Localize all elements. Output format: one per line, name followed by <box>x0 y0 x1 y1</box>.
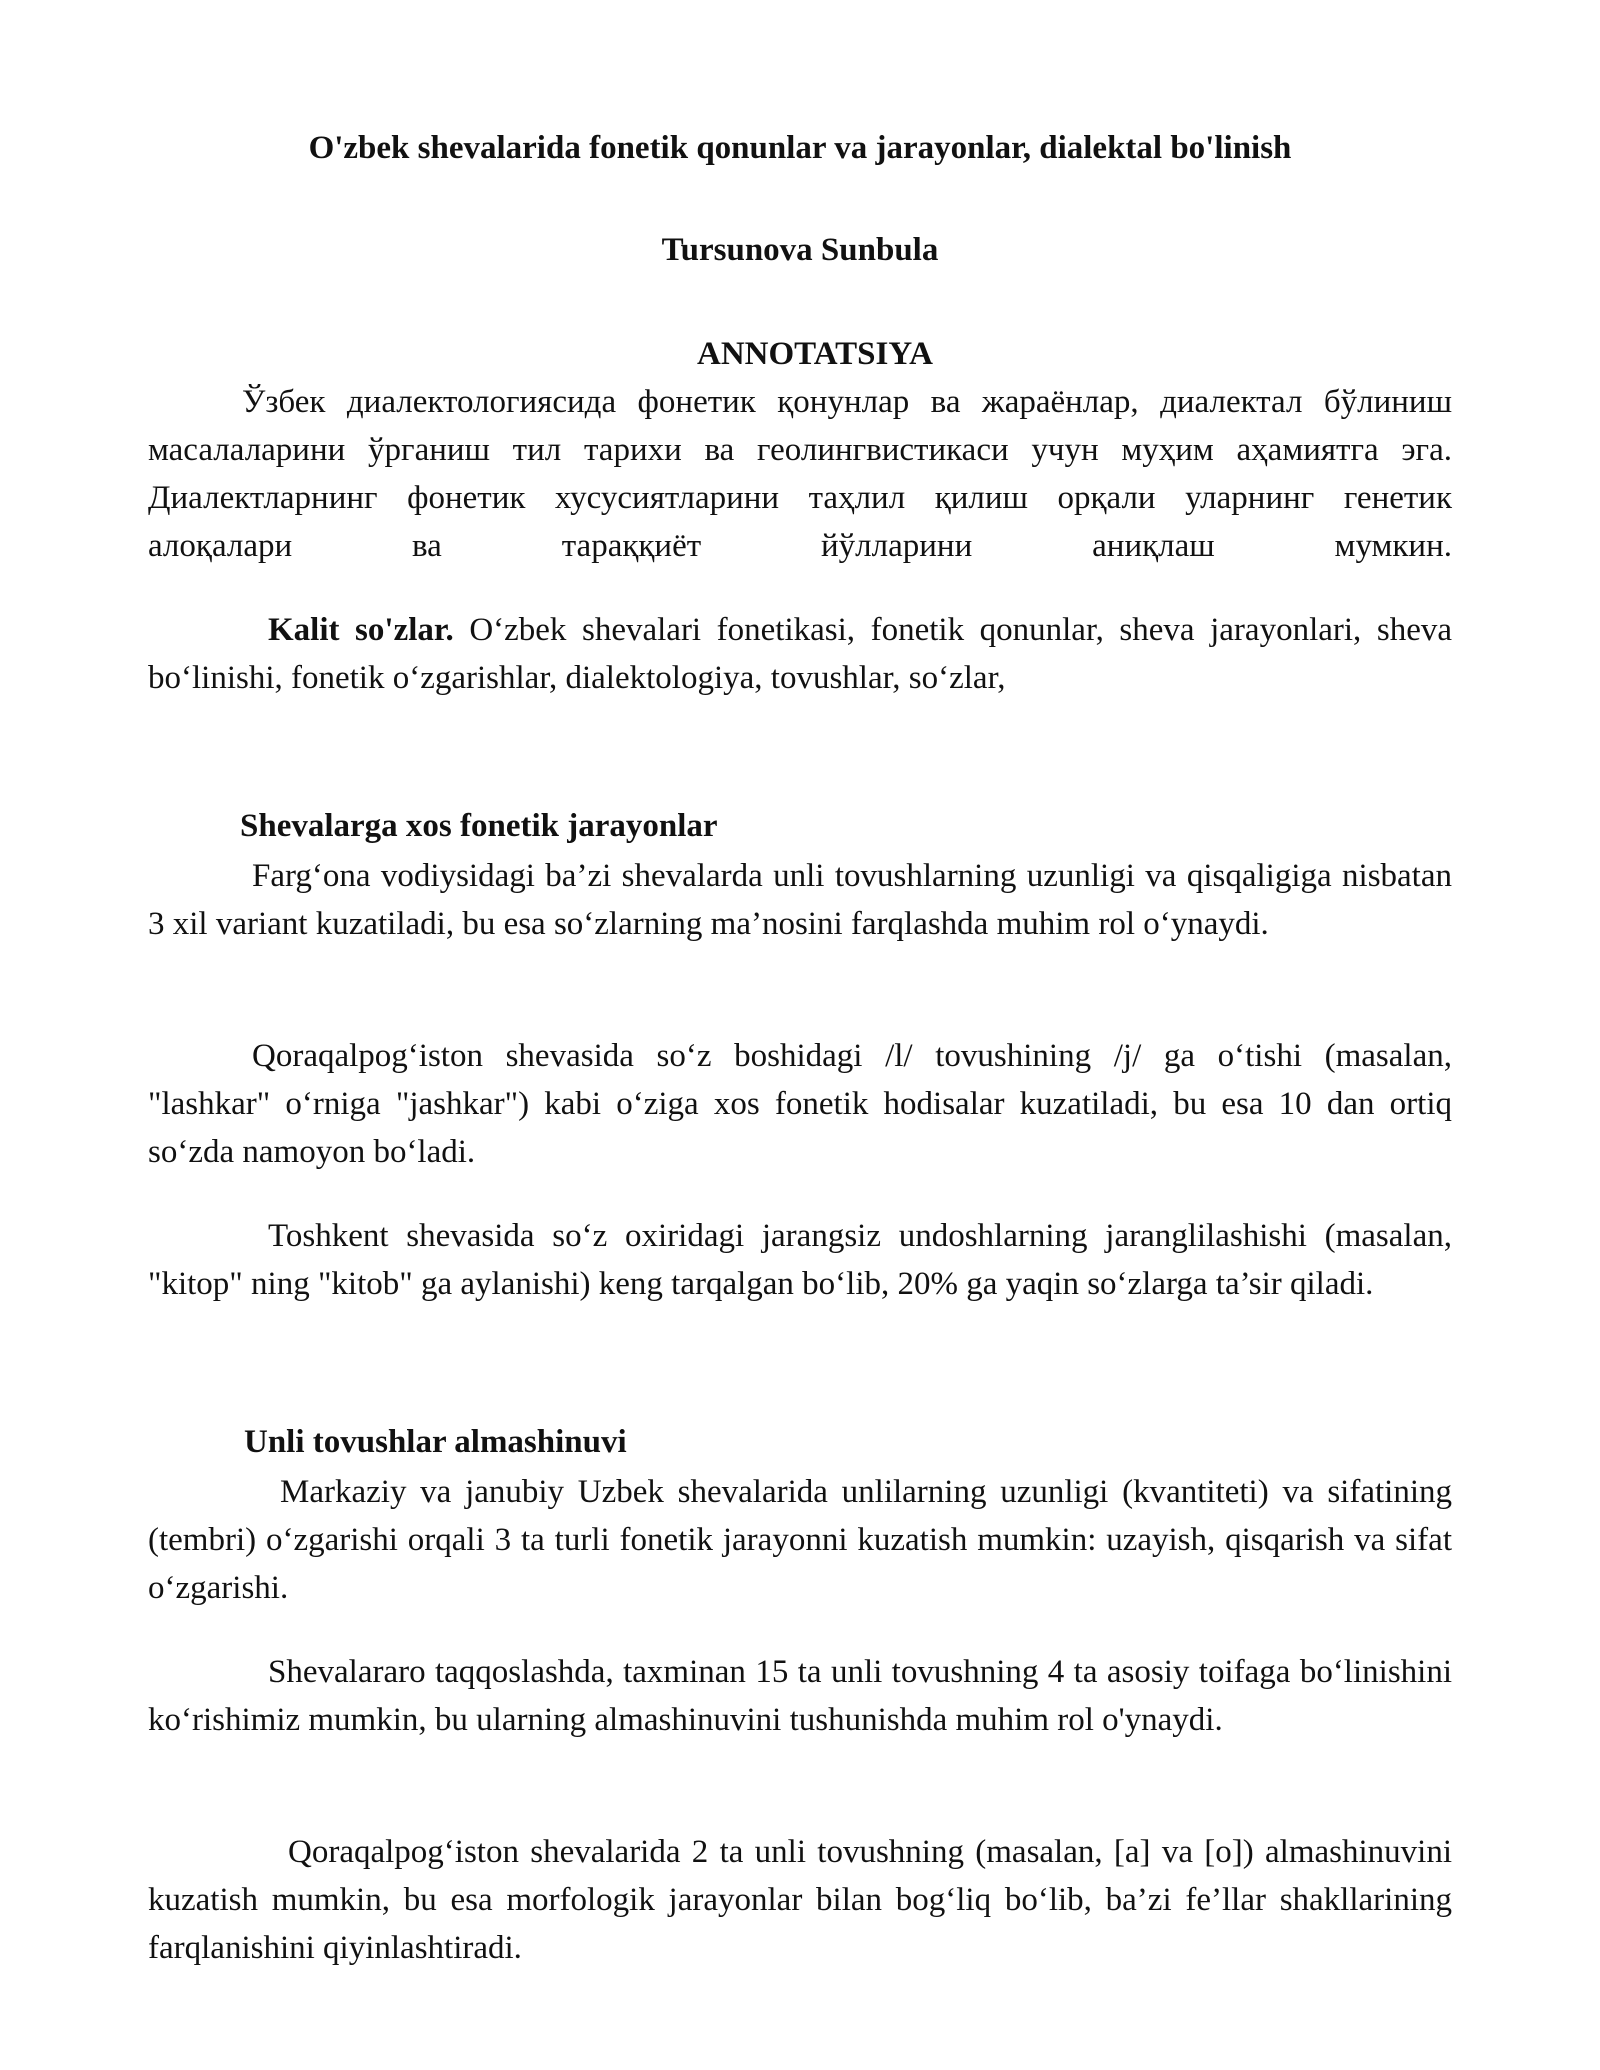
keywords-paragraph <box>148 606 1452 702</box>
section-heading-fonetik-jarayonlar: Shevalarga xos fonetik jarayonlar <box>240 808 718 844</box>
abstract-heading: ANNOTATSIYA <box>697 336 933 372</box>
section-2-paragraph-1: Markaziy va janubiy Uzbek shevalarida unlilarning uzunligi (kvantiteti) va sifatining (tembri) o‘zgarishi orqali 3 ta turli fonetik jarayonni kuzatish mumkin: uzayish, qisqarish va sifat o‘zgarishi. <box>148 1474 1452 1606</box>
section-1-paragraph-1: Farg‘ona vodiysidagi ba’zi shevalarda unli tovushlarning uzunligi va qisqaligiga nisbatan 3 xil variant kuzatiladi, bu esa so‘zlarning ma’nosini farqlashda muhim rol o‘ynaydi. <box>148 858 1452 942</box>
author-name: Tursunova Sunbula <box>661 232 939 268</box>
section-2-paragraph-2: Shevalararo taqqoslashda, taxminan 15 ta unli tovushning 4 ta asosiy toifaga bo‘linishini ko‘rishimiz mumkin, bu ularning almashinuvini tushunishda muhim rol o'ynaydi. <box>148 1654 1452 1738</box>
keywords-text: O‘zbek shevalari fonetikasi, fonetik qonunlar, sheva jarayonlari, sheva bo‘linishi, fonetik o‘zgarishlar, dialektologiya, tovushlar, so‘zlar, <box>148 612 1452 696</box>
abstract-text: Ўзбек диалектологиясида фонетик қонунлар ва жараёнлар, диалектал бўлиниш масалаларини ўрганиш тил тарихи ва геолингвистикаси учун муҳим аҳамиятга эга. Диалектларнинг фонетик хусусиятларини таҳлил қилиш орқали уларнинг генетик алоқалари ва тараққиёт йўлларини аниқлаш мумкин. <box>148 384 1452 564</box>
paper-title: O'zbek shevalarida fonetik qonunlar va jarayonlar, dialektal bo'linish <box>308 130 1292 166</box>
section-1-paragraph-3: Toshkent shevasida so‘z oxiridagi jarangsiz undoshlarning jaranglilashishi (masalan, "kitop" ning "kitob" ga aylanishi) keng tarqalgan bo‘lib, 20% ga yaqin so‘zlarga ta’sir qiladi. <box>148 1218 1452 1302</box>
section-2-paragraph-3: Qoraqalpog‘iston shevalarida 2 ta unli tovushning (masalan, [a] va [o]) almashinuvini kuzatish mumkin, bu esa morfologik jarayonlar bilan bog‘liq bo‘lib, ba’zi fe’llar shakllarining farqlanishini qiyinlashtiradi. <box>148 1834 1452 1966</box>
section-1-paragraph-2: Qoraqalpog‘iston shevasida so‘z boshidagi /l/ tovushining /j/ ga o‘tishi (masalan, "lashkar" o‘rniga "jashkar") kabi o‘ziga xos fonetik hodisalar kuzatiladi, bu esa 10 dan ortiq so‘zda namoyon bo‘ladi. <box>148 1038 1452 1170</box>
section-heading-unli-tovushlar: Unli tovushlar almashinuvi <box>244 1424 627 1460</box>
keywords-label: Kalit so'zlar. <box>268 612 454 648</box>
